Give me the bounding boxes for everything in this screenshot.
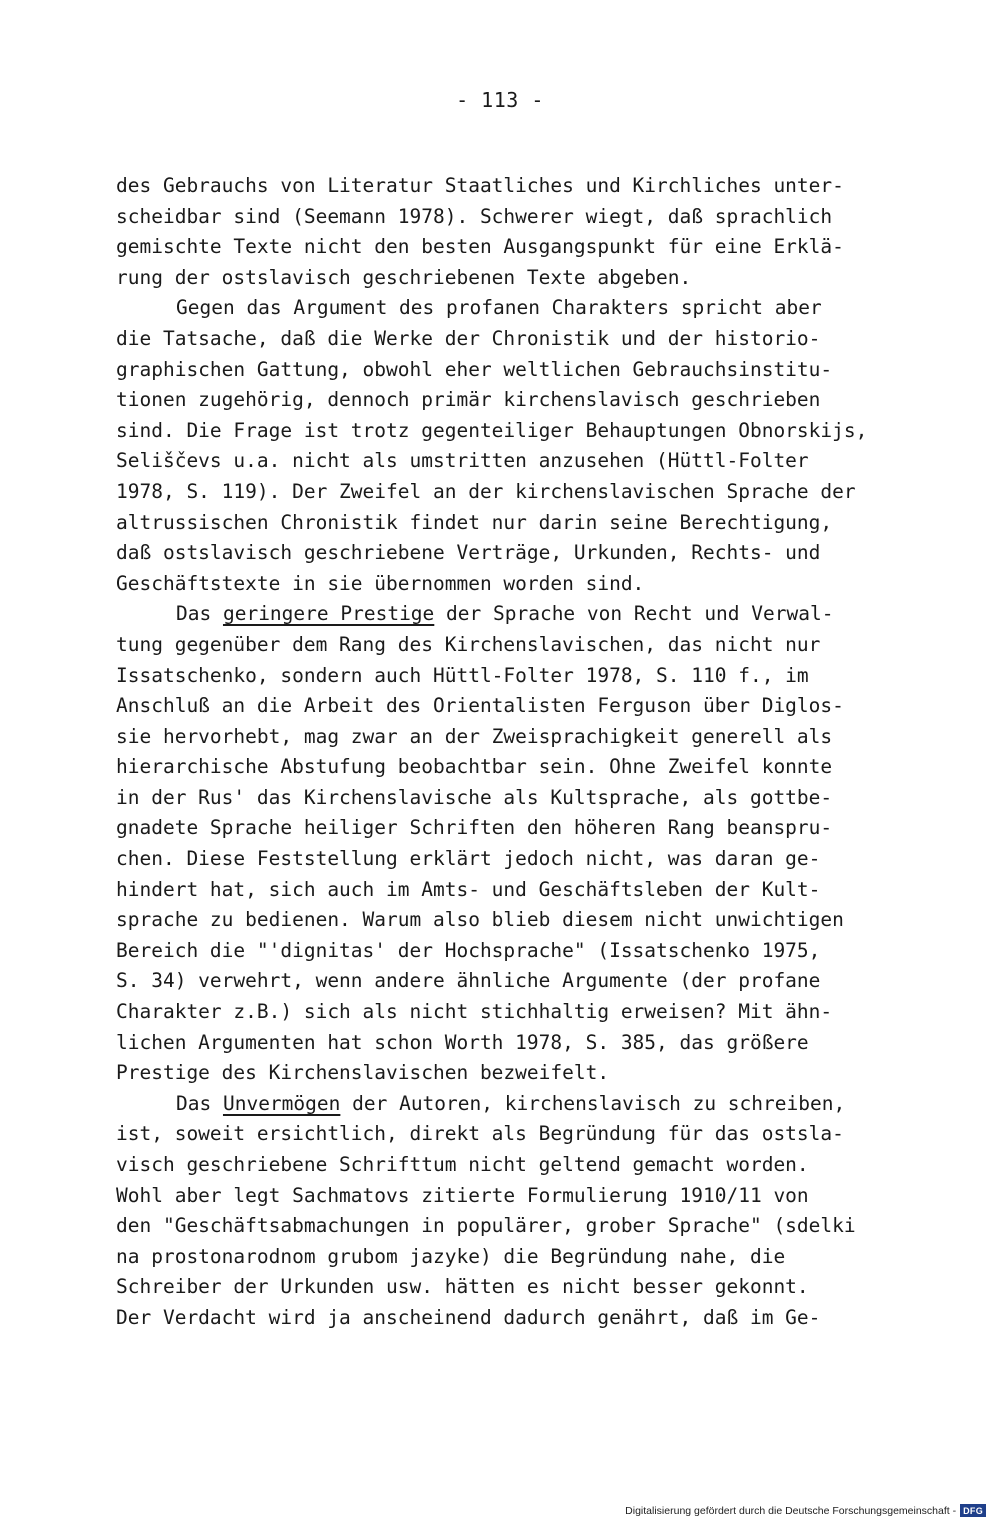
text-segment: sind. Die Frage ist trotz gegenteiliger Behauptungen Obnorskijs, bbox=[116, 418, 868, 442]
underlined-term: geringere Prestige bbox=[222, 602, 435, 626]
text-line bbox=[116, 1089, 906, 1120]
text-segment: gemischte Texte nicht den besten Ausgangspunkt für eine Erklä- bbox=[116, 235, 844, 259]
text-segment: Seliščevs u.a. nicht als umstritten anzusehen (Hüttl-Folter bbox=[116, 449, 809, 473]
text-line bbox=[116, 508, 906, 539]
text-segment: Der Verdacht wird ja anscheinend dadurch genährt, daß im Ge- bbox=[116, 1305, 821, 1329]
text-segment: hierarchische Abstufung beobachtbar sein. Ohne Zweifel konnte bbox=[116, 755, 833, 779]
text-segment: altrussischen Chronistik findet nur darin seine Berechtigung, bbox=[116, 510, 833, 534]
text-line bbox=[116, 783, 906, 814]
text-segment: Das bbox=[176, 602, 223, 626]
text-line bbox=[116, 232, 906, 263]
text-line bbox=[116, 569, 906, 600]
underlined-term: Unvermögen bbox=[222, 1091, 341, 1115]
page-number: - 113 - bbox=[456, 88, 544, 112]
text-line bbox=[116, 599, 906, 630]
text-segment: S. 34) verwehrt, wenn andere ähnliche Argumente (der profane bbox=[116, 969, 821, 993]
text-line bbox=[116, 997, 906, 1028]
text-segment: den "Geschäftsabmachungen in populärer, grober Sprache" (sdelki bbox=[116, 1214, 856, 1238]
footer-credit bbox=[625, 1504, 986, 1517]
text-segment: daß ostslavisch geschriebene Verträge, Urkunden, Rechts- und bbox=[116, 541, 821, 565]
text-segment: sie hervorhebt, mag zwar an der Zweisprachigkeit generell als bbox=[116, 724, 833, 748]
text-segment: lichen Argumenten hat schon Worth 1978, S. 385, das größere bbox=[116, 1030, 809, 1054]
text-line bbox=[116, 813, 906, 844]
text-line bbox=[116, 263, 906, 294]
text-segment: Schreiber der Urkunden usw. hätten es nicht besser gekonnt. bbox=[116, 1275, 809, 1299]
text-segment: sprache zu bedienen. Warum also blieb diesem nicht unwichtigen bbox=[116, 908, 844, 932]
text-line bbox=[116, 661, 906, 692]
text-line bbox=[116, 324, 906, 355]
text-line bbox=[116, 1058, 906, 1089]
text-segment: gnadete Sprache heiliger Schriften den höheren Rang beanspru- bbox=[116, 816, 833, 840]
text-segment: Wohl aber legt Sachmatovs zitierte Formulierung 1910/11 von bbox=[116, 1183, 809, 1207]
text-line bbox=[116, 691, 906, 722]
text-segment: Bereich die "'dignitas' der Hochsprache" (Issatschenko 1975, bbox=[116, 938, 821, 962]
text-line bbox=[116, 1181, 906, 1212]
text-line bbox=[116, 1150, 906, 1181]
text-segment: in der Rus' das Kirchenslavische als Kultsprache, als gottbe- bbox=[116, 785, 833, 809]
body-text bbox=[116, 171, 906, 1334]
text-line bbox=[116, 1303, 906, 1334]
text-line bbox=[116, 936, 906, 967]
footer-text: Digitalisierung gefördert durch die Deutsche Forschungsgemeinschaft - bbox=[625, 1504, 957, 1517]
text-line bbox=[116, 905, 906, 936]
text-segment: na prostonarodnom grubom jazyke) die Begründung nahe, die bbox=[116, 1244, 786, 1268]
text-line bbox=[116, 1028, 906, 1059]
text-segment: die Tatsache, daß die Werke der Chronistik und der historio- bbox=[116, 326, 821, 350]
text-line bbox=[116, 1211, 906, 1242]
text-segment: tung gegenüber dem Rang des Kirchenslavischen, das nicht nur bbox=[116, 632, 821, 656]
text-segment: Gegen das Argument des profanen Charakters spricht aber bbox=[176, 296, 822, 320]
text-line bbox=[116, 722, 906, 753]
text-line bbox=[116, 1119, 906, 1150]
text-segment: Das bbox=[176, 1091, 223, 1115]
text-segment: der Sprache von Recht und Verwal- bbox=[434, 602, 834, 626]
text-segment: Anschluß an die Arbeit des Orientalisten Ferguson über Diglos- bbox=[116, 694, 844, 718]
text-segment: tionen zugehörig, dennoch primär kirchenslavisch geschrieben bbox=[116, 388, 821, 412]
text-segment: des Gebrauchs von Literatur Staatliches und Kirchliches unter- bbox=[116, 174, 844, 197]
text-line bbox=[116, 538, 906, 569]
text-segment: Issatschenko, sondern auch Hüttl-Folter 1978, S. 110 f., im bbox=[116, 663, 809, 687]
text-line bbox=[116, 752, 906, 783]
text-segment: hindert hat, sich auch im Amts- und Geschäftsleben der Kult- bbox=[116, 877, 821, 901]
text-line bbox=[116, 875, 906, 906]
text-line bbox=[116, 293, 906, 324]
text-segment: der Autoren, kirchenslavisch zu schreiben, bbox=[340, 1091, 846, 1115]
text-line bbox=[116, 966, 906, 997]
text-segment: rung der ostslavisch geschriebenen Texte abgeben. bbox=[116, 265, 692, 289]
text-segment: visch geschriebene Schrifttum nicht geltend gemacht worden. bbox=[116, 1153, 809, 1176]
text-line bbox=[116, 1272, 906, 1303]
text-segment: scheidbar sind (Seemann 1978). Schwerer wiegt, daß sprachlich bbox=[116, 204, 833, 228]
text-line bbox=[116, 1242, 906, 1273]
text-line bbox=[116, 355, 906, 386]
text-segment: 1978, S. 119). Der Zweifel an der kirchenslavischen Sprache der bbox=[116, 479, 856, 503]
text-segment: Charakter z.B.) sich als nicht stichhaltig erweisen? Mit ähn- bbox=[116, 1000, 833, 1024]
text-segment: ist, soweit ersichtlich, direkt als Begründung für das ostsla- bbox=[116, 1122, 844, 1146]
text-segment: Geschäftstexte in sie übernommen worden sind. bbox=[116, 571, 645, 595]
text-segment: chen. Diese Feststellung erklärt jedoch nicht, was daran ge- bbox=[116, 847, 821, 871]
text-line bbox=[116, 202, 906, 233]
text-line bbox=[116, 416, 906, 447]
text-line bbox=[116, 385, 906, 416]
text-segment: Prestige des Kirchenslavischen bezweifelt. bbox=[116, 1061, 610, 1085]
text-line bbox=[116, 446, 906, 477]
text-segment: graphischen Gattung, obwohl eher weltlichen Gebrauchsinstitu- bbox=[116, 357, 833, 381]
text-line bbox=[116, 630, 906, 661]
text-line bbox=[116, 171, 906, 202]
text-line bbox=[116, 477, 906, 508]
dfg-logo-icon: DFG bbox=[960, 1504, 986, 1517]
text-line bbox=[116, 844, 906, 875]
